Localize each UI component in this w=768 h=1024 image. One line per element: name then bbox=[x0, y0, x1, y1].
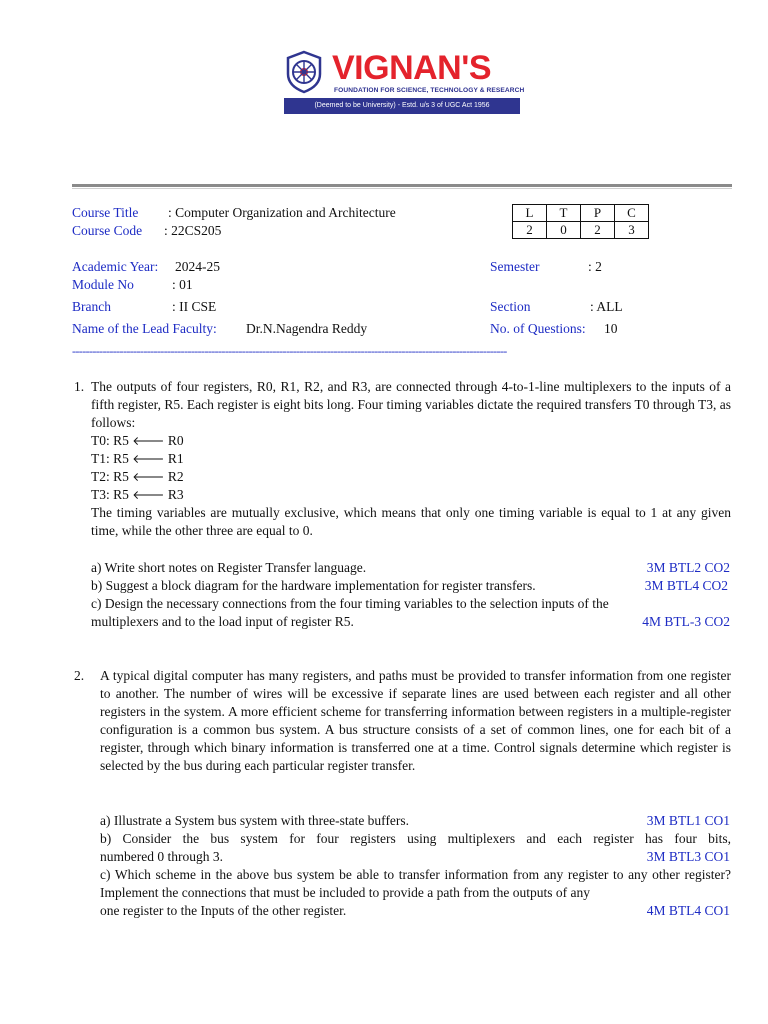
academic-year-label: Academic Year: bbox=[72, 259, 159, 274]
questions-value: 10 bbox=[604, 321, 618, 336]
question-1 bbox=[91, 378, 731, 540]
transfer-rhs: R1 bbox=[167, 451, 184, 466]
logo-band: (Deemed to be University) - Estd. u/s 3 of UGC Act 1956 bbox=[284, 98, 520, 114]
university-logo bbox=[284, 49, 525, 116]
question-2-intro: A typical digital computer has many registers, and paths must be provided to transfer information from one register to another. The number of wires will be excessive if separate lines are used between each register and all other registers in the system. A more efficient scheme for transferring information between registers in a multiple-register configuration is a common bus system. A bus structure consists of a set of common lines, one for each bit of a register, through which binary information is transferred one at a time. Control signals determine which register is selected by the bus during each particular register transfer. bbox=[100, 668, 731, 773]
course-code-value: : 22CS205 bbox=[164, 223, 222, 238]
question-2c-line1: c) Which scheme in the above bus system be able to transfer information from any register to any other register? Implement the connections that must be included to provide a path from the outputs of any bbox=[100, 867, 731, 900]
ltpc-value-l: 2 bbox=[513, 222, 547, 239]
transfer-rhs: R3 bbox=[167, 487, 184, 502]
question-2c-line2: one register to the Inputs of the other register. bbox=[100, 903, 347, 918]
transfer-rhs: R2 bbox=[167, 469, 184, 484]
ltpc-header-c: C bbox=[615, 205, 649, 222]
section-label: Section bbox=[490, 299, 531, 314]
transfer-lhs: T1: R5 bbox=[91, 451, 129, 466]
semester-label: Semester bbox=[490, 259, 540, 274]
question-1c-line1: c) Design the necessary connections from the four timing variables to the selection inputs of the bbox=[91, 596, 609, 611]
question-1-number: 1. bbox=[74, 379, 85, 394]
question-1c-line2: multiplexers and to the load input of register R5. bbox=[91, 614, 354, 629]
module-label: Module No bbox=[72, 277, 134, 292]
ltpc-header-t: T bbox=[547, 205, 581, 222]
question-2b-marks: 3M BTL3 CO1 bbox=[646, 849, 730, 864]
module-value: : 01 bbox=[172, 277, 193, 292]
branch-value: : II CSE bbox=[172, 299, 217, 314]
question-1b: b) Suggest a block diagram for the hardware implementation for register transfers. bbox=[91, 578, 536, 593]
transfer-row bbox=[91, 450, 731, 468]
question-1a-marks: 3M BTL2 CO2 bbox=[646, 560, 730, 575]
question-2-number: 2. bbox=[74, 668, 85, 683]
question-2c-marks: 4M BTL4 CO1 bbox=[646, 903, 730, 918]
ltpc-value-c: 3 bbox=[615, 222, 649, 239]
logo-wordmark: VIGNAN'S bbox=[332, 49, 491, 87]
academic-year-value: 2024-25 bbox=[175, 259, 220, 274]
course-title-value: : Computer Organization and Architecture bbox=[168, 205, 396, 220]
ltpc-header-p: P bbox=[581, 205, 615, 222]
question-1-intro: The outputs of four registers, R0, R1, R2, and R3, are connected through 4-to-1-line multiplexers to the inputs of a fifth register, R5. Each register is eight bits long. Four timing variables dictate the required transfers T0 through T3, as follows: bbox=[91, 379, 731, 430]
transfer-row bbox=[91, 432, 731, 450]
transfer-lhs: T2: R5 bbox=[91, 469, 129, 484]
course-title-label: Course Title bbox=[72, 205, 139, 220]
header-rule-shadow bbox=[72, 188, 732, 189]
left-arrow-icon: 🡐 bbox=[132, 488, 165, 502]
transfer-rhs: R0 bbox=[167, 433, 184, 448]
questions-label: No. of Questions: bbox=[490, 321, 586, 336]
transfer-lhs: T0: R5 bbox=[91, 433, 129, 448]
left-arrow-icon: 🡐 bbox=[132, 470, 165, 484]
faculty-value: Dr.N.Nagendra Reddy bbox=[246, 321, 368, 336]
left-arrow-icon: 🡐 bbox=[132, 434, 165, 448]
ltpc-value-t: 0 bbox=[547, 222, 581, 239]
course-code-label: Course Code bbox=[72, 223, 143, 238]
faculty-label: Name of the Lead Faculty: bbox=[72, 321, 217, 336]
logo-subtitle: FOUNDATION FOR SCIENCE, TECHNOLOGY & RESEARCH bbox=[334, 87, 525, 94]
question-1a: a) Write short notes on Register Transfer language. bbox=[91, 560, 367, 575]
transfer-row bbox=[91, 468, 731, 486]
dashed-divider: -------------------------------------------------------------------------------------------------------------------------------- bbox=[72, 344, 507, 358]
question-2b-line2: numbered 0 through 3. bbox=[100, 849, 223, 864]
question-2a: a) Illustrate a System bus system with three-state buffers. bbox=[100, 813, 410, 828]
transfer-lhs: T3: R5 bbox=[91, 487, 129, 502]
question-1b-marks: 3M BTL4 CO2 bbox=[644, 578, 728, 593]
section-value: : ALL bbox=[590, 299, 623, 314]
branch-label: Branch bbox=[72, 299, 111, 314]
question-1c-marks: 4M BTL-3 CO2 bbox=[642, 614, 730, 629]
left-arrow-icon: 🡐 bbox=[132, 452, 165, 466]
university-emblem-icon bbox=[284, 50, 324, 94]
question-2a-marks: 3M BTL1 CO1 bbox=[646, 813, 730, 828]
ltpc-value-p: 2 bbox=[581, 222, 615, 239]
transfer-row bbox=[91, 486, 731, 504]
question-1-note: The timing variables are mutually exclusive, which means that only one timing variable is equal to 1 at any given time, while the other three are equal to 0. bbox=[91, 505, 731, 538]
ltpc-table bbox=[512, 204, 649, 239]
header-rule bbox=[72, 184, 732, 187]
ltpc-header-l: L bbox=[513, 205, 547, 222]
semester-value: : 2 bbox=[588, 259, 602, 274]
question-2b-line1: b) Consider the bus system for four registers using multiplexers and each register has four bits, bbox=[100, 831, 731, 846]
